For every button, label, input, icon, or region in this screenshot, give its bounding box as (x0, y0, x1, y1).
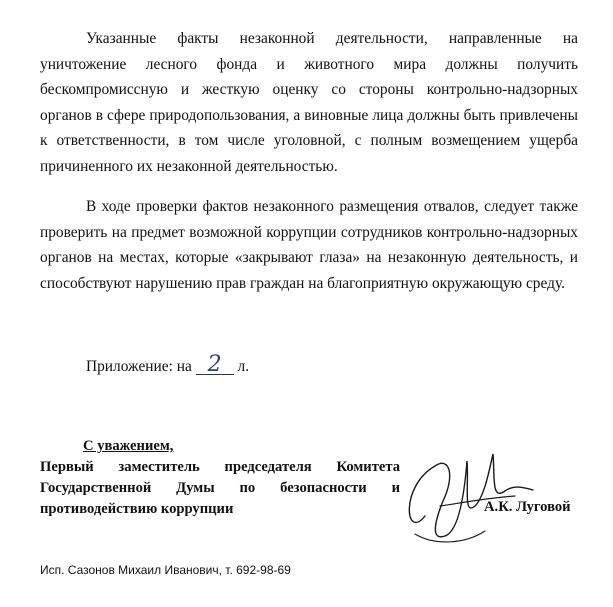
executor-contact: Исп. Сазонов Михаил Иванович, т. 692-98-69 (40, 563, 291, 577)
appendix-line (86, 352, 250, 377)
signer-title-line-3: противодействию коррупции (40, 501, 234, 517)
body-paragraph-1: Указанные факты незаконной деятельности, направленные на уничтожение лесного фонда и животного мира должны получить бескомпромиссную и жесткую оценку со стороны контрольно-надзорных органов в сфере природопользования, а виновные лица должны быть привлечены к ответственности, в том числе уголовной, с полным возмещением ущерба причиненного их незаконной деятельностью. (40, 30, 578, 175)
body-paragraph-2: В ходе проверки фактов незаконного размещения отвалов, следует также проверить на предмет возможной коррупции сотрудников контрольно-надзорных органов на местах, которые «закрывают глаза» на незаконную деятельность, и способствуют нарушению прав граждан на благоприятную окружающую среду. (40, 198, 578, 292)
signer-title-line-1: Первый заместитель председателя Комитета (40, 459, 400, 475)
appendix-unit: л. (237, 358, 250, 375)
appendix-label: Приложение: на (86, 358, 192, 375)
signer-title-line-2: Государственной Думы по безопасности и (40, 480, 400, 496)
closing-regards: С уважением, (83, 438, 174, 454)
handwritten-page-count: 2 (196, 356, 234, 375)
closing-block (40, 436, 400, 520)
signer-name: А.К. Луговой (484, 499, 571, 515)
